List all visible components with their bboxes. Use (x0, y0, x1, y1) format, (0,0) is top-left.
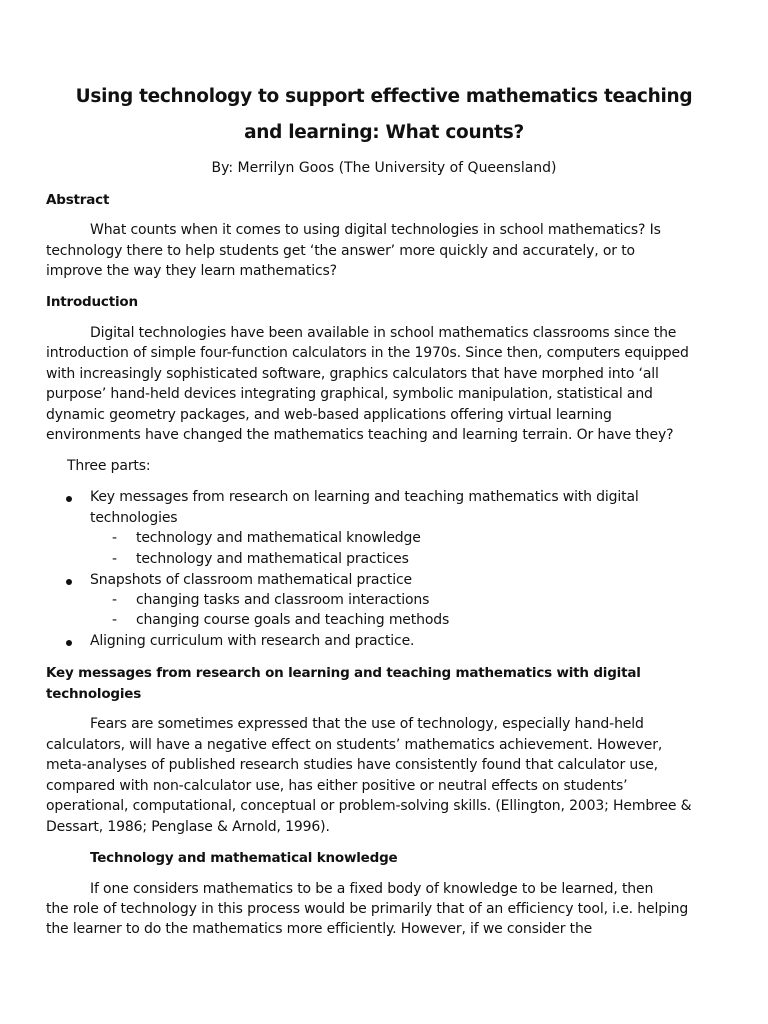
document-title-line-2: and learning: What counts? (244, 122, 524, 143)
intro-line: purpose’ hand-held devices integrating graphical, symbolic manipulation, statistical and (46, 386, 653, 402)
key-messages-line: compared with non-calculator use, has either positive or neutral effects on students’ (46, 778, 628, 794)
abstract-line: improve the way they learn mathematics? (46, 263, 337, 279)
parts-intro: Three parts: (67, 458, 151, 474)
bullet-icon (66, 640, 72, 646)
key-messages-line: Dessart, 1986; Penglase & Arnold, 1996). (46, 819, 330, 835)
key-messages-line: Fears are sometimes expressed that the use of technology, especially hand-held (90, 716, 644, 732)
abstract-line: What counts when it comes to using digital technologies in school mathematics? Is (90, 222, 661, 238)
key-messages-heading-continued: technologies (46, 686, 142, 702)
tech-knowledge-line: the learner to do the mathematics more efficiently. However, if we consider the (46, 921, 593, 937)
key-messages-line: calculators, will have a negative effect on students’ mathematics achievement. However, (46, 737, 663, 753)
key-messages-heading: Key messages from research on learning and teaching mathematics with digital (46, 665, 641, 681)
tech-knowledge-line: the role of technology in this process would be primarily that of an efficiency tool, i.e. helping (46, 901, 689, 917)
intro-line: introduction of simple four-function calculators in the 1970s. Since then, computers equipped (46, 345, 689, 361)
intro-line: Digital technologies have been available in school mathematics classrooms since the (90, 325, 677, 341)
sub-item: changing tasks and classroom interactions (136, 592, 430, 608)
intro-line: with increasingly sophisticated software, graphics calculators that have morphed into ‘all (46, 366, 659, 382)
byline: By: Merrilyn Goos (The University of Queensland) (211, 160, 557, 176)
dash-icon: - (112, 530, 118, 546)
abstract-line: technology there to help students get ‘the answer’ more quickly and accurately, or to (46, 243, 635, 259)
introduction-heading: Introduction (46, 294, 138, 310)
dash-icon: - (112, 612, 118, 628)
sub-item: technology and mathematical practices (136, 551, 409, 567)
bullet-item-1: Key messages from research on learning and teaching mathematics with digital (90, 489, 639, 505)
sub-item: changing course goals and teaching methods (136, 612, 450, 628)
dash-icon: - (112, 592, 118, 608)
bullet-item-3: Aligning curriculum with research and practice. (90, 633, 415, 649)
key-messages-line: operational, computational, conceptual or problem-solving skills. (Ellington, 2003; Hembree & (46, 798, 692, 814)
tech-knowledge-heading: Technology and mathematical knowledge (90, 850, 398, 866)
dash-icon: - (112, 551, 118, 567)
bullet-item-2: Snapshots of classroom mathematical practice (90, 572, 412, 588)
tech-knowledge-line: If one considers mathematics to be a fixed body of knowledge to be learned, then (90, 881, 654, 897)
sub-item: technology and mathematical knowledge (136, 530, 421, 546)
intro-line: environments have changed the mathematics teaching and learning terrain. Or have they? (46, 427, 674, 443)
abstract-heading: Abstract (46, 192, 110, 208)
bullet-icon (66, 579, 72, 585)
bullet-icon (66, 496, 72, 502)
intro-line: dynamic geometry packages, and web-based applications offering virtual learning (46, 407, 612, 423)
document-title-line-1: Using technology to support effective mathematics teaching (75, 86, 693, 107)
bullet-item-1-continued: technologies (90, 510, 178, 526)
key-messages-line: meta-analyses of published research studies have consistently found that calculator use, (46, 757, 658, 773)
